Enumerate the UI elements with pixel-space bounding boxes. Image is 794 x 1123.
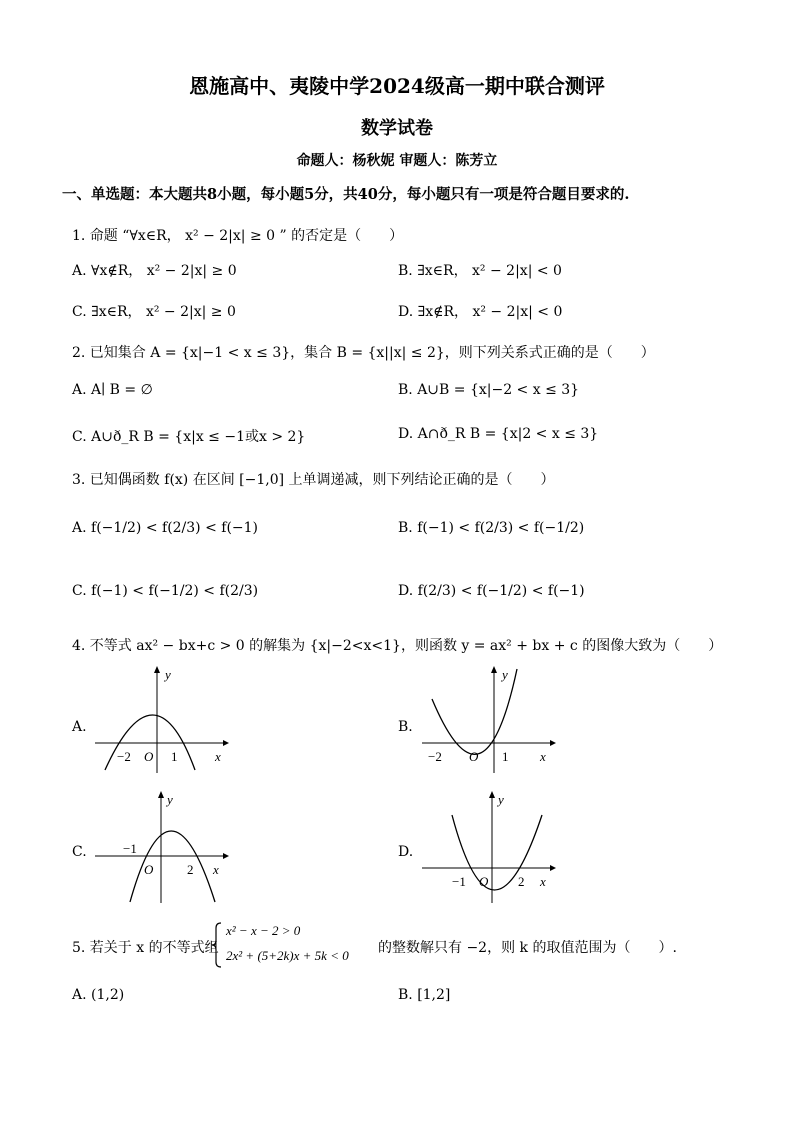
question-5-suffix: 的整数解只有 −2，则 k 的取值范围为（ ）.	[378, 940, 677, 956]
axis-x-label: x	[213, 862, 219, 877]
exam-title: 恩施高中、夷陵中学2024级高一期中联合测评	[189, 74, 605, 98]
tick-right: 1	[502, 749, 509, 764]
q2-option-a: A. A∣ B = ∅	[72, 382, 153, 398]
origin-label: O	[144, 749, 154, 764]
tick-left: −1	[123, 841, 137, 856]
section-heading: 一、单选题：本大题共8小题，每小题5分，共40分，每小题只有一项是符合题目要求的.	[62, 186, 630, 203]
q5-system-line1: x² − x − 2 > 0	[226, 923, 301, 938]
q3-option-c: C. f(−1) < f(−1/2) < f(2/3)	[72, 583, 259, 599]
q4-option-a-label: A.	[72, 719, 87, 735]
q3-option-b: B. f(−1) < f(2/3) < f(−1/2)	[398, 520, 585, 536]
axis-x-label: x	[540, 874, 546, 889]
q4-option-b-label: B.	[398, 719, 413, 735]
q4-graph-c	[95, 790, 230, 905]
exam-authors: 命题人：杨秋妮 审题人：陈芳立	[296, 153, 498, 169]
q2-option-b: B. A∪B = {x|−2 < x ≤ 3}	[398, 382, 580, 398]
q5-option-a: A. (1,2)	[72, 987, 125, 1003]
axis-x-label: x	[540, 749, 546, 764]
question-1-stem: 1. 命题 “∀x∈R， x² − 2|x| ≥ 0 ” 的否定是（ ）	[72, 228, 404, 244]
tick-right: 2	[518, 874, 525, 889]
q1-option-d: D. ∃x∉R， x² − 2|x| < 0	[398, 304, 563, 320]
axis-x-label: x	[215, 749, 221, 764]
q4-option-d-label: D.	[398, 844, 414, 860]
question-5-prefix: 5. 若关于 x 的不等式组	[72, 940, 219, 956]
q1-option-a: A. ∀x∉R， x² − 2|x| ≥ 0	[72, 263, 237, 279]
axis-y-label: y	[167, 792, 173, 807]
q3-option-d: D. f(2/3) < f(−1/2) < f(−1)	[398, 583, 585, 599]
q2-option-d: D. A∩ð_R B = {x|2 < x ≤ 3}	[398, 426, 599, 442]
tick-left: −2	[428, 749, 442, 764]
q1-option-b: B. ∃x∈R， x² − 2|x| < 0	[398, 263, 562, 279]
q2-option-c: C. A∪ð_R B = {x|x ≤ −1或x > 2}	[72, 429, 306, 445]
axis-y-label: y	[165, 667, 171, 682]
axis-y-label: y	[502, 667, 508, 682]
q5-system-line2: 2x² + (5+2k)x + 5k < 0	[226, 948, 349, 963]
exam-subject: 数学试卷	[361, 118, 433, 139]
q4-graph-d	[422, 790, 557, 905]
q4-graph-a	[95, 665, 230, 775]
question-3-stem: 3. 已知偶函数 f(x) 在区间 [−1,0] 上单调递减，则下列结论正确的是（ ）	[72, 472, 555, 488]
q3-option-a: A. f(−1/2) < f(2/3) < f(−1)	[72, 520, 259, 536]
tick-right: 2	[187, 862, 194, 877]
origin-label: O	[144, 862, 154, 877]
question-2-stem: 2. 已知集合 A = {x|−1 < x ≤ 3}，集合 B = {x||x| ≤ 2}，则下列关系式正确的是（ ）	[72, 345, 655, 361]
q5-option-b: B. [1,2]	[398, 987, 451, 1003]
tick-left: −2	[117, 749, 131, 764]
q1-option-c: C. ∃x∈R， x² − 2|x| ≥ 0	[72, 304, 236, 320]
q4-option-c-label: C.	[72, 844, 87, 860]
tick-left: −1	[452, 874, 466, 889]
axis-y-label: y	[498, 792, 504, 807]
q4-graph-b	[422, 665, 557, 775]
system-brace	[212, 922, 222, 968]
origin-label: O	[479, 874, 489, 889]
origin-label: O	[469, 749, 479, 764]
tick-right: 1	[171, 749, 178, 764]
question-4-stem: 4. 不等式 ax² − bx+c > 0 的解集为 {x|−2<x<1}，则函数 y = ax² + bx + c 的图像大致为（ ）	[72, 638, 723, 654]
